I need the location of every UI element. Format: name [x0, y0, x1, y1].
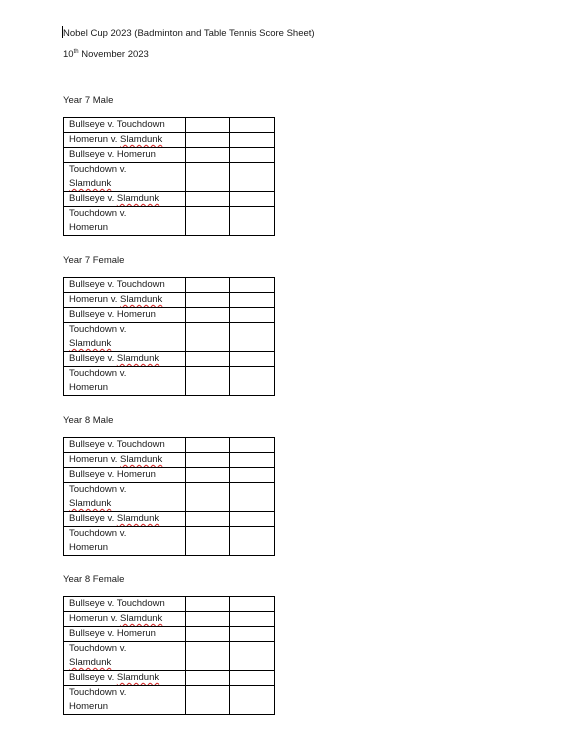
- match-cell[interactable]: [64, 133, 186, 148]
- match-cell[interactable]: [64, 453, 186, 468]
- match-cell[interactable]: [64, 512, 186, 527]
- table-row: [64, 627, 275, 642]
- table-row: [64, 192, 275, 207]
- score-cell-1[interactable]: [185, 686, 230, 715]
- date-month-year: November 2023: [78, 49, 149, 60]
- table-row: [64, 148, 275, 163]
- match-cell[interactable]: [64, 352, 186, 367]
- score-cell-1[interactable]: [185, 468, 230, 483]
- misspelled-word: Slamdunk: [116, 513, 160, 524]
- score-cell-1[interactable]: [185, 163, 230, 192]
- table-row: [64, 133, 275, 148]
- score-cell-2[interactable]: [230, 527, 275, 556]
- section-heading-year8-female: Year 8 Female: [63, 574, 125, 585]
- score-cell-1[interactable]: [185, 438, 230, 453]
- table-row: [64, 367, 275, 396]
- table-row: [64, 323, 275, 352]
- score-cell-1[interactable]: [185, 192, 230, 207]
- misspelled-word: Slamdunk: [69, 498, 112, 509]
- score-table-year8-male: [63, 437, 275, 556]
- match-cell[interactable]: [64, 163, 186, 192]
- score-cell-2[interactable]: [230, 642, 275, 671]
- match-text: Bullseye v. Touchdown: [69, 279, 165, 290]
- score-cell-1[interactable]: [185, 453, 230, 468]
- match-text: Touchdown v.: [69, 164, 127, 175]
- section-heading-year7-female: Year 7 Female: [63, 255, 125, 266]
- table-row: [64, 686, 275, 715]
- score-cell-2[interactable]: [230, 192, 275, 207]
- score-cell-2[interactable]: [230, 323, 275, 352]
- score-cell-2[interactable]: [230, 612, 275, 627]
- table-row: [64, 352, 275, 367]
- match-text: Bullseye v. Touchdown: [69, 598, 165, 609]
- match-cell[interactable]: [64, 148, 186, 163]
- score-cell-1[interactable]: [185, 207, 230, 236]
- match-text: Bullseye v. Homerun: [69, 628, 156, 639]
- table-row: [64, 671, 275, 686]
- match-cell[interactable]: [64, 686, 186, 715]
- score-cell-2[interactable]: [230, 483, 275, 512]
- match-text-line2: Homerun: [69, 701, 109, 712]
- score-cell-2[interactable]: [230, 468, 275, 483]
- match-text: Touchdown v.: [69, 528, 127, 539]
- table-row: [64, 453, 275, 468]
- match-cell[interactable]: [64, 671, 186, 686]
- table-row: [64, 293, 275, 308]
- score-cell-2[interactable]: [230, 118, 275, 133]
- match-cell[interactable]: [64, 627, 186, 642]
- score-cell-1[interactable]: [185, 367, 230, 396]
- misspelled-word: Slamdunk: [69, 178, 112, 189]
- score-cell-1[interactable]: [185, 133, 230, 148]
- score-cell-1[interactable]: [185, 642, 230, 671]
- table-row: [64, 438, 275, 453]
- match-cell[interactable]: [64, 527, 186, 556]
- match-text: Touchdown v.: [69, 687, 127, 698]
- match-cell[interactable]: [64, 323, 186, 352]
- match-cell[interactable]: [64, 438, 186, 453]
- section-heading-year7-male: Year 7 Male: [63, 95, 114, 106]
- table-row: [64, 483, 275, 512]
- score-cell-1[interactable]: [185, 512, 230, 527]
- score-cell-2[interactable]: [230, 308, 275, 323]
- match-text: Homerun v.: [69, 613, 121, 624]
- match-text: Homerun v.: [69, 294, 121, 305]
- score-cell-2[interactable]: [230, 367, 275, 396]
- score-cell-2[interactable]: [230, 148, 275, 163]
- score-cell-1[interactable]: [185, 293, 230, 308]
- score-cell-1[interactable]: [185, 483, 230, 512]
- match-text: Homerun v.: [69, 134, 121, 145]
- match-text: Bullseye v. Homerun: [69, 149, 156, 160]
- misspelled-word: Slamdunk: [116, 353, 160, 364]
- score-cell-1[interactable]: [185, 612, 230, 627]
- match-text: Bullseye v.: [69, 672, 117, 683]
- score-cell-2[interactable]: [230, 627, 275, 642]
- match-cell[interactable]: [64, 192, 186, 207]
- match-cell[interactable]: [64, 118, 186, 133]
- table-row: [64, 118, 275, 133]
- score-cell-1[interactable]: [185, 627, 230, 642]
- match-text-line2: Homerun: [69, 382, 109, 393]
- score-table-year8-female: [63, 596, 275, 715]
- match-text: Bullseye v. Touchdown: [69, 439, 165, 450]
- score-cell-1[interactable]: [185, 148, 230, 163]
- match-cell[interactable]: [64, 642, 186, 671]
- document-title-text: Nobel Cup 2023 (Badminton and Table Tennis Score Sheet): [63, 28, 315, 39]
- score-cell-2[interactable]: [230, 597, 275, 612]
- score-cell-1[interactable]: [185, 278, 230, 293]
- table-row: [64, 597, 275, 612]
- score-cell-2[interactable]: [230, 293, 275, 308]
- score-cell-1[interactable]: [185, 323, 230, 352]
- table-row: [64, 163, 275, 192]
- score-cell-2[interactable]: [230, 163, 275, 192]
- match-text: Bullseye v. Homerun: [69, 469, 156, 480]
- score-cell-2[interactable]: [230, 438, 275, 453]
- score-cell-2[interactable]: [230, 207, 275, 236]
- match-text: Touchdown v.: [69, 324, 127, 335]
- table-row: [64, 642, 275, 671]
- match-cell[interactable]: [64, 597, 186, 612]
- match-cell[interactable]: [64, 207, 186, 236]
- score-cell-2[interactable]: [230, 352, 275, 367]
- match-cell[interactable]: [64, 308, 186, 323]
- score-cell-2[interactable]: [230, 133, 275, 148]
- misspelled-word: Slamdunk: [69, 657, 112, 668]
- score-cell-1[interactable]: [185, 671, 230, 686]
- match-cell[interactable]: [64, 293, 186, 308]
- score-cell-2[interactable]: [230, 512, 275, 527]
- score-cell-1[interactable]: [185, 597, 230, 612]
- score-cell-1[interactable]: [185, 118, 230, 133]
- match-text: Touchdown v.: [69, 368, 127, 379]
- table-row: [64, 308, 275, 323]
- misspelled-word: Slamdunk: [120, 134, 163, 145]
- score-cell-2[interactable]: [230, 278, 275, 293]
- match-cell[interactable]: [64, 468, 186, 483]
- table-row: [64, 207, 275, 236]
- match-text: Bullseye v.: [69, 513, 117, 524]
- score-cell-1[interactable]: [185, 527, 230, 556]
- table-row: [64, 278, 275, 293]
- score-cell-1[interactable]: [185, 352, 230, 367]
- misspelled-word: Slamdunk: [120, 294, 163, 305]
- score-cell-2[interactable]: [230, 671, 275, 686]
- table-row: [64, 527, 275, 556]
- score-table-year7-male: [63, 117, 275, 236]
- match-text-line2: Homerun: [69, 542, 109, 553]
- date-suffix: th: [73, 49, 79, 55]
- score-cell-1[interactable]: [185, 308, 230, 323]
- score-cell-2[interactable]: [230, 453, 275, 468]
- misspelled-word: Slamdunk: [120, 613, 163, 624]
- section-heading-year8-male: Year 8 Male: [63, 415, 114, 426]
- score-table-year7-female: [63, 277, 275, 396]
- match-text: Bullseye v.: [69, 353, 117, 364]
- match-cell[interactable]: [64, 367, 186, 396]
- misspelled-word: Slamdunk: [116, 672, 160, 683]
- match-text: Bullseye v.: [69, 193, 117, 204]
- document-date: [63, 49, 149, 60]
- date-day: 10: [63, 49, 74, 60]
- match-cell[interactable]: [64, 483, 186, 512]
- match-cell[interactable]: [64, 278, 186, 293]
- match-text: Bullseye v. Touchdown: [69, 119, 165, 130]
- match-text: Bullseye v. Homerun: [69, 309, 156, 320]
- match-text: Touchdown v.: [69, 484, 127, 495]
- score-cell-2[interactable]: [230, 686, 275, 715]
- misspelled-word: Slamdunk: [116, 193, 160, 204]
- table-row: [64, 512, 275, 527]
- misspelled-word: Slamdunk: [120, 454, 163, 465]
- match-text: Homerun v.: [69, 454, 121, 465]
- match-text-line2: Homerun: [69, 222, 109, 233]
- match-text: Touchdown v.: [69, 643, 127, 654]
- match-text: Touchdown v.: [69, 208, 127, 219]
- match-cell[interactable]: [64, 612, 186, 627]
- document-title[interactable]: [62, 26, 315, 39]
- table-row: [64, 612, 275, 627]
- table-row: [64, 468, 275, 483]
- misspelled-word: Slamdunk: [69, 338, 112, 349]
